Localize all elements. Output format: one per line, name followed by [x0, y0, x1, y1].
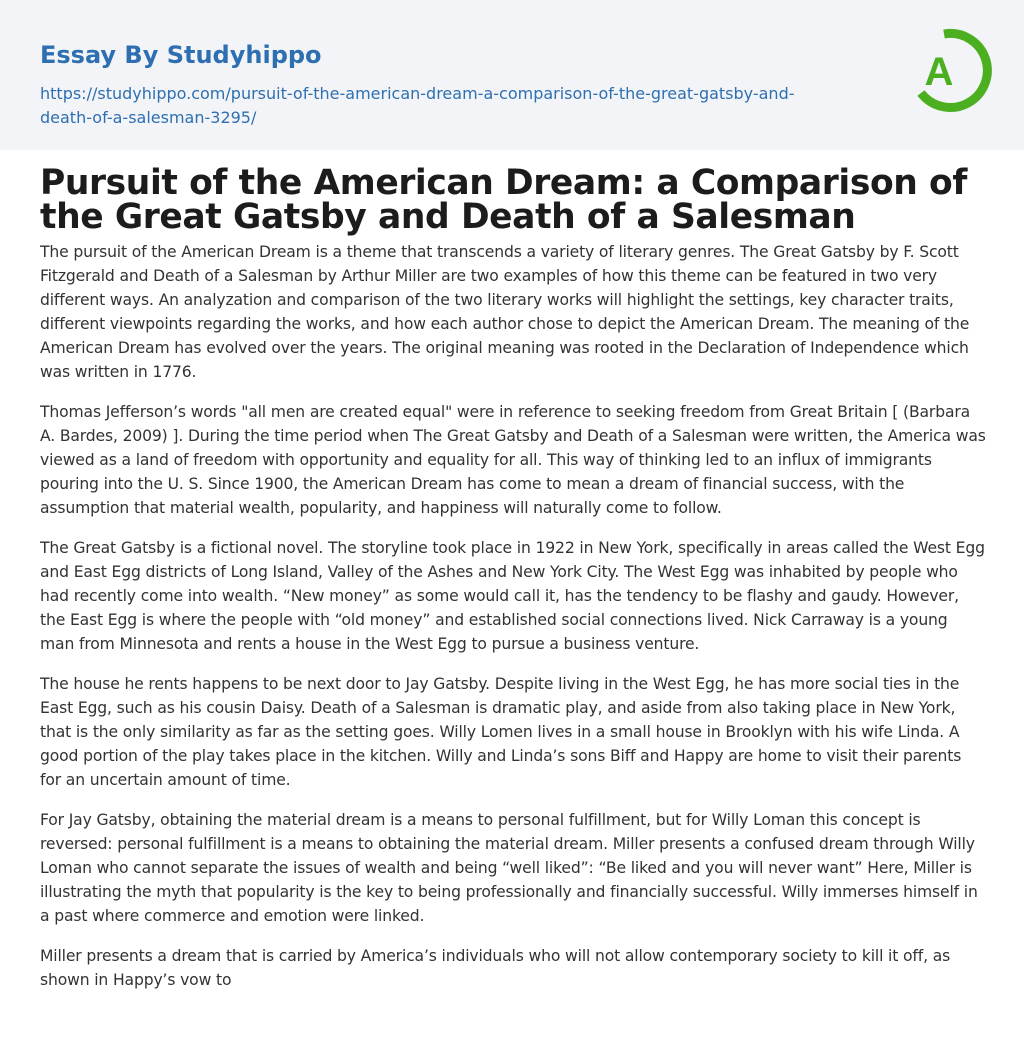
- article-paragraph: The Great Gatsby is a fictional novel. The storyline took place in 1922 in New York, specifically in areas called the West Egg and East Egg districts of Long Island, Valley of the Ashes and New York City. The West Egg was inhabited by people who had recently come into wealth. “New money” as some would call it, has the tendency to be flashy and gaudy. However, the East Egg is where the people with “old money” and established social connections lived. Nick Carraway is a young man from Minnesota and rents a house in the West Egg to pursue a business venture.: [40, 539, 985, 653]
- logo-letter: A: [924, 50, 954, 94]
- article: [40, 163, 986, 1008]
- brand-title[interactable]: Essay By Studyhippo: [40, 41, 322, 69]
- site-header: [0, 0, 1024, 150]
- essay-url-link[interactable]: https://studyhippo.com/pursuit-of-the-american-dream-a-comparison-of-the-great-gatsby-and-death-of-a-salesman-3295/: [40, 84, 795, 127]
- article-paragraph: The house he rents happens to be next door to Jay Gatsby. Despite living in the West Egg, he has more social ties in the East Egg, such as his cousin Daisy. Death of a Salesman is dramatic play, and aside from also taking place in New York, that is the only similarity as far as the setting goes. Willy Lomen lives in a small house in Brooklyn with his wife Linda. A good portion of the play takes place in the kitchen. Willy and Linda’s sons Biff and Happy are home to visit their parents for an uncertain amount of time.: [40, 675, 962, 789]
- article-title: Pursuit of the American Dream: a Comparison of the Great Gatsby and Death of a Salesman: [40, 163, 967, 237]
- article-paragraph: For Jay Gatsby, obtaining the material dream is a means to personal fulfillment, but for Willy Loman this concept is reversed: personal fulfillment is a means to obtaining the material dream. Miller presents a confused dream through Willy Loman who cannot separate the issues of wealth and being “well liked”: “Be liked and you will never want” Here, Miller is illustrating the myth that popularity is the key to being professionally and financially successful. Willy immerses himself in a past where commerce and emotion were linked.: [40, 811, 978, 925]
- article-paragraph: Thomas Jefferson’s words "all men are created equal" were in reference to seeking freedom from Great Britain [ (Barbara A. Bardes, 2009) ]. During the time period when The Great Gatsby and Death of a Salesman were written, the America was viewed as a land of freedom with opportunity and equality for all. This way of thinking led to an influx of immigrants pouring into the U. S. Since 1900, the American Dream has come to mean a dream of financial success, with the assumption that material wealth, popularity, and happiness will naturally come to follow.: [40, 403, 986, 517]
- studyhippo-logo-icon[interactable]: [906, 26, 996, 116]
- article-paragraph: The pursuit of the American Dream is a theme that transcends a variety of literary genres. The Great Gatsby by F. Scott Fitzgerald and Death of a Salesman by Arthur Miller are two examples of how this theme can be featured in two very different ways. An analyzation and comparison of the two literary works will highlight the settings, key character traits, different viewpoints regarding the works, and how each author chose to depict the American Dream. The meaning of the American Dream has evolved over the years. The original meaning was rooted in the Declaration of Independence which was written in 1776.: [40, 243, 970, 381]
- article-paragraph: Miller presents a dream that is carried by America’s individuals who will not allow contemporary society to kill it off, as shown in Happy’s vow to: [40, 947, 951, 989]
